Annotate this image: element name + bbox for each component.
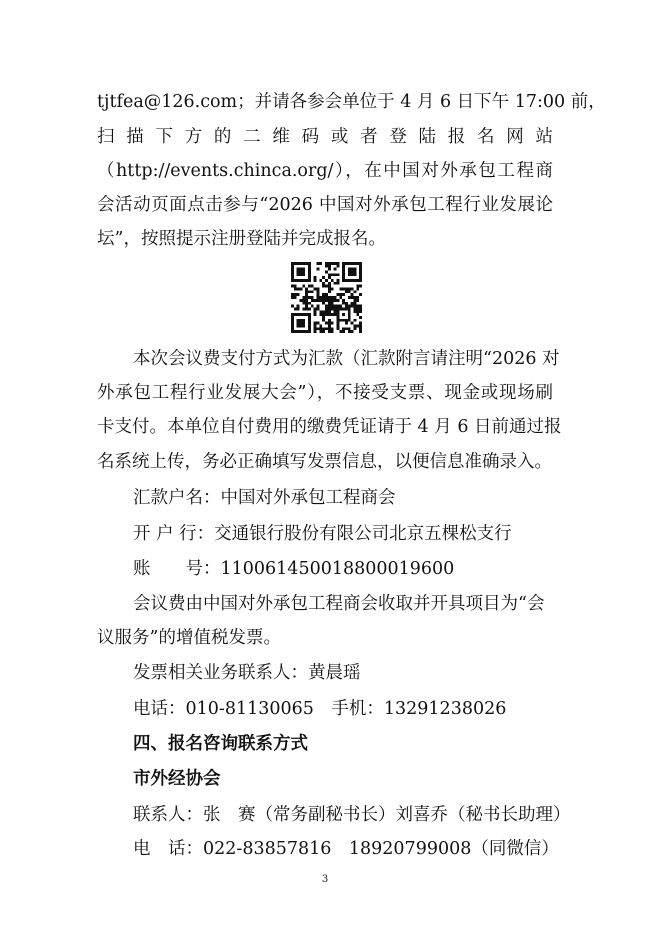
paragraph-line: （http://events.chinca.org/），在中国对外承包工程商 <box>97 161 553 181</box>
contact-persons: 联系人：张 赛（常务副秘书长）刘喜乔（秘书长助理） <box>133 805 571 825</box>
paragraph-line: 会议费由中国对外承包工程商会收取并开具项目为“会 <box>133 594 545 614</box>
paragraph-line: 本次会议费支付方式为汇款（汇款附言请注明“2026 对 <box>133 349 560 369</box>
paragraph-line: tjtfea@126.com；并请各参会单位于 4 月 6 日下午 17:00 前， <box>97 92 606 112</box>
bank-name: 开 户 行：交通银行股份有限公司北京五棵松支行 <box>133 524 512 544</box>
account-number: 账 号：110061450018800019600 <box>133 559 455 579</box>
paragraph-line: 卡支付。本单位自付费用的缴费凭证请于 4 月 6 日前通过报 <box>97 417 562 437</box>
paragraph-line: 扫 描 下 方 的 二 维 码 或 者 登 陆 报 名 网 站 <box>97 127 553 147</box>
account-name: 汇款户名：中国对外承包工程商会 <box>133 488 396 508</box>
page-number: 3 <box>321 874 329 885</box>
section-heading: 四、报名咨询联系方式 <box>133 734 308 754</box>
qr-code-icon <box>291 262 362 333</box>
paragraph-line: 坛”，按照提示注册登陆并完成报名。 <box>97 229 386 249</box>
paragraph-line: 会活动页面点击参与“2026 中国对外承包工程行业发展论 <box>97 195 553 215</box>
paragraph-line: 议服务”的增值税发票。 <box>97 628 281 648</box>
invoice-phone: 电话：010-81130065 手机：13291238026 <box>133 699 507 719</box>
invoice-contact: 发票相关业务联系人：黄晨瑶 <box>133 663 361 683</box>
organization-name: 市外经协会 <box>133 769 221 789</box>
contact-phone: 电 话：022-83857816 18920799008（同微信） <box>133 839 559 859</box>
paragraph-line: 外承包工程行业发展大会”），不接受支票、现金或现场刷 <box>97 383 553 403</box>
paragraph-line: 名系统上传，务必正确填写发票信息，以便信息准确录入。 <box>97 452 552 472</box>
